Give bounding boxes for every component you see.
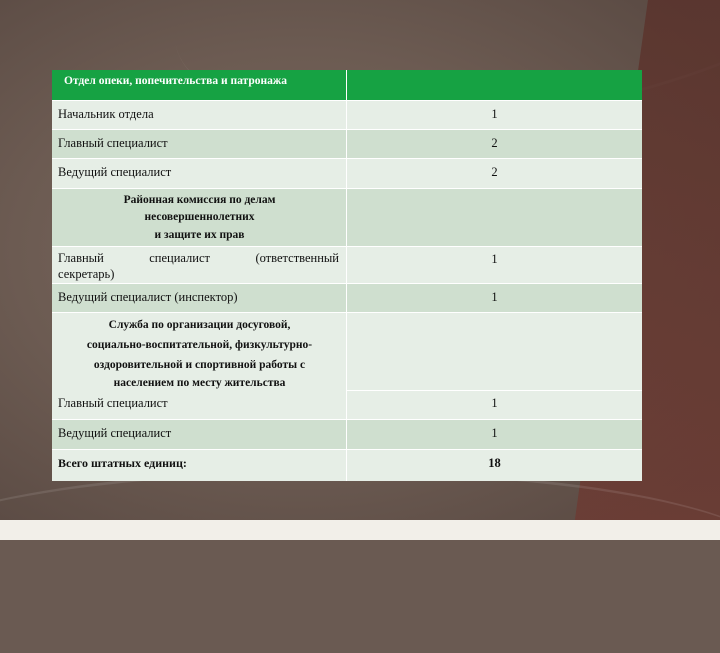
section-title-line: оздоровительной и спортивной работы с	[93, 359, 306, 371]
row-value: 1	[491, 290, 498, 304]
table-row	[52, 419, 642, 450]
table-row	[52, 158, 642, 189]
row-label-word: специалист	[149, 251, 210, 265]
row-label: Ведущий специалист	[58, 165, 172, 179]
section-title-cell	[52, 189, 347, 247]
decorative-arc-bottom	[0, 470, 720, 653]
staffing-table	[52, 70, 642, 480]
table-header-row	[52, 70, 642, 100]
section-title-row	[52, 312, 642, 391]
row-value: 2	[491, 136, 498, 150]
table-row	[52, 246, 642, 284]
row-label-continued: секретарь)	[58, 267, 115, 281]
row-label-word: Главный	[58, 251, 104, 265]
slide-bottom-strip	[0, 520, 720, 540]
header-title: Отдел опеки, попечительства и патронажа	[64, 75, 287, 87]
table-row	[52, 390, 642, 419]
section-title-line: населением по месту жительства	[113, 377, 286, 389]
section-title-line: социально-воспитательной, физкультурно-	[86, 339, 313, 351]
section-title-row	[52, 188, 642, 247]
row-label: Главный специалист	[58, 396, 168, 410]
table-total-row	[52, 449, 642, 481]
row-value: 1	[491, 107, 498, 121]
row-label-word: (ответственный	[255, 251, 339, 265]
total-label: Всего штатных единиц:	[58, 456, 187, 470]
row-label: Ведущий специалист (инспектор)	[58, 290, 238, 304]
row-label	[58, 251, 339, 266]
table-row	[52, 129, 642, 159]
section-title-line: Служба по организации досуговой,	[108, 319, 291, 331]
row-value: 1	[491, 252, 498, 266]
section-title-cell	[52, 313, 347, 391]
row-label: Начальник отдела	[58, 107, 154, 121]
row-value: 1	[491, 426, 498, 440]
header-cell-empty	[347, 70, 642, 100]
row-label: Главный специалист	[58, 136, 168, 150]
section-title-line: и защите их прав	[154, 229, 245, 241]
table-row	[52, 100, 642, 130]
row-value: 1	[491, 396, 498, 410]
section-title-line: Районная комиссия по делам	[123, 194, 276, 206]
row-label: Ведущий специалист	[58, 426, 172, 440]
section-title-line: несовершеннолетних	[144, 211, 255, 223]
row-value: 2	[491, 165, 498, 179]
total-value: 18	[488, 456, 501, 470]
table-row	[52, 283, 642, 313]
header-cell	[52, 70, 347, 100]
